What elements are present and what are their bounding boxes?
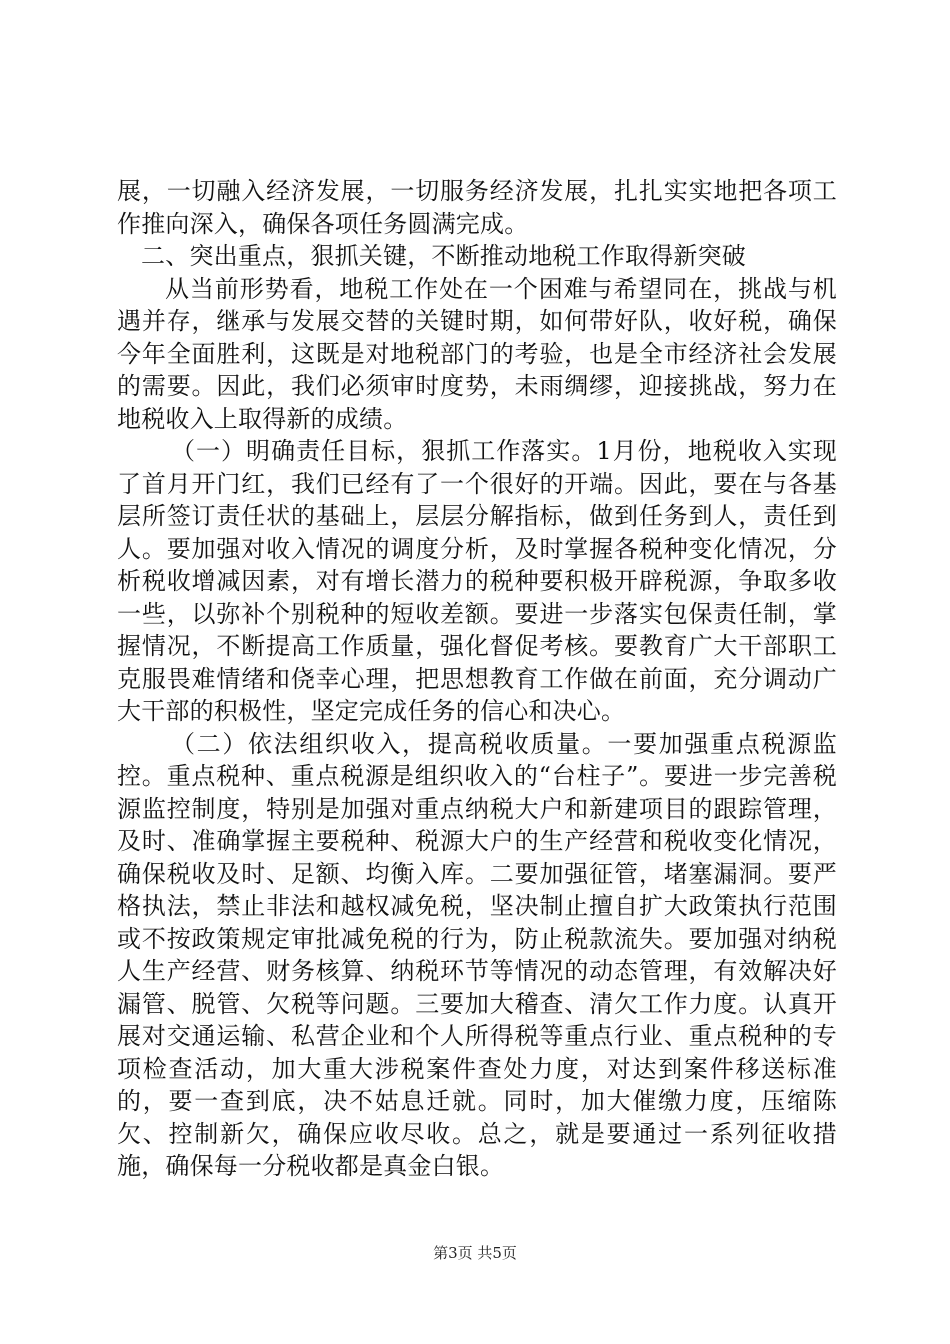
paragraph-item-2: （二）依法组织收入，提高税收质量。一要加强重点税源监控。重点税种、重点税源是组织收入的“台柱子”。要进一步完善税源监控制度，特别是加强对重点纳税大户和新建项目的跟踪管理，及时、准确掌握主要税种、税源大户的生产经营和税收变化情况，确保税收及时、足额、均衡入库。二要加强征管，堵塞漏洞。要严格执法，禁止非法和越权减免税，坚决制止擅自扩大政策执行范围或不按政策规定审批减免税的行为，防止税款流失。要加强对纳税人生产经营、财务核算、纳税环节等情况的动态管理，有效解决好漏管、脱管、欠税等问题。三要加大稽查、清欠工作力度。认真开展对交通运输、私营企业和个人所得税等重点行业、重点税种的专项检查活动，加大重大涉税案件查处力度，对达到案件移送标准的，要一查到底，决不姑息迁就。同时，加大催缴力度，压缩陈欠、控制新欠，确保应收尽收。总之，就是要通过一系列征收措施，确保每一分税收都是真金白银。 (117, 729, 837, 1180)
section-heading: 二、突出重点，狠抓关键，不断推动地税工作取得新突破 (141, 242, 746, 270)
paragraph-continuation: 展，一切融入经济发展，一切服务经济发展，扎扎实实地把各项工作推向深入，确保各项任务圆满完成。 (117, 177, 837, 238)
document-body (117, 175, 837, 1183)
page-number-footer: 第3页 共5页 (433, 1244, 517, 1262)
paragraph-intro: 从当前形势看，地税工作处在一个困难与希望同在，挑战与机遇并存，继承与发展交替的关键时期，如何带好队，收好税，确保今年全面胜利，这既是对地税部门的考验，也是全市经济社会发展的需要。因此，我们必须审时度势，未雨绸缪，迎接挑战，努力在地税收入上取得新的成绩。 (117, 274, 837, 433)
paragraph-item-1: （一）明确责任目标，狠抓工作落实。1月份，地税收入实现了首月开门红，我们已经有了一个很好的开端。因此，要在与各基层所签订责任状的基础上，层层分解指标，做到任务到人，责任到人。要加强对收入情况的调度分析，及时掌握各税种变化情况，分析税收增减因素，对有增长潜力的税种要积极开辟税源，争取多收一些，以弥补个别税种的短收差额。要进一步落实包保责任制，掌握情况，不断提高工作质量，强化督促考核。要教育广大干部职工克服畏难情绪和侥幸心理，把思想教育工作做在前面，充分调动广大干部的积极性，坚定完成任务的信心和决心。 (117, 437, 837, 725)
